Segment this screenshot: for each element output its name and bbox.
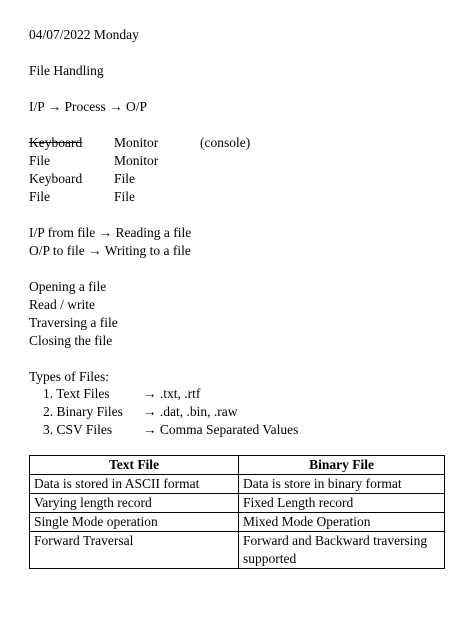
operation-item: Traversing a file	[29, 315, 118, 330]
table-cell: Varying length record	[30, 494, 239, 513]
type-name: 3. CSV Files	[43, 422, 113, 437]
io-col-a: File	[29, 189, 51, 204]
io-col-b: Monitor	[114, 153, 159, 168]
io-row-struck	[29, 134, 259, 152]
io-col-a: Keyboard	[29, 171, 83, 186]
io-row	[29, 152, 159, 170]
table-header: Text File	[30, 456, 239, 475]
io-row	[29, 188, 136, 206]
table-cell: Forward and Backward traversing supported	[239, 532, 445, 569]
table-cell: Fixed Length record	[239, 494, 445, 513]
io-col-a: File	[29, 153, 51, 168]
file-io-line: O/P to file → Writing to a file	[29, 243, 191, 258]
operation-item: Read / write	[29, 297, 95, 312]
io-flow: I/P → Process → O/P	[29, 99, 148, 114]
io-col-b: File	[114, 189, 136, 204]
table-cell: Mixed Mode Operation	[239, 513, 445, 532]
table-row	[30, 532, 445, 569]
table-row	[30, 513, 445, 532]
table-row	[30, 494, 445, 513]
type-name: 2. Binary Files	[43, 404, 123, 419]
io-col-a: Keyboard	[29, 135, 83, 150]
io-row	[29, 170, 136, 188]
date-line: 04/07/2022 Monday	[29, 27, 139, 42]
comparison-table	[29, 455, 445, 569]
io-col-b: File	[114, 171, 136, 186]
table-header-row	[30, 456, 445, 475]
type-ext: → .txt, .rtf	[143, 386, 201, 401]
table-cell: Forward Traversal	[30, 532, 239, 569]
heading: File Handling	[29, 63, 104, 78]
table-cell: Data is store in binary format	[239, 475, 445, 494]
type-name: 1. Text Files	[43, 386, 110, 401]
io-col-c: (console)	[200, 135, 251, 150]
file-io-line: I/P from file → Reading a file	[29, 225, 192, 240]
operation-item: Opening a file	[29, 279, 107, 294]
table-header: Binary File	[239, 456, 445, 475]
types-heading: Types of Files:	[29, 369, 110, 384]
type-ext: → Comma Separated Values	[143, 422, 299, 437]
type-ext: → .dat, .bin, .raw	[143, 404, 238, 419]
table-row	[30, 475, 445, 494]
table-cell: Single Mode operation	[30, 513, 239, 532]
table-cell: Data is stored in ASCII format	[30, 475, 239, 494]
operation-item: Closing the file	[29, 333, 113, 348]
io-col-b: Monitor	[114, 135, 159, 150]
